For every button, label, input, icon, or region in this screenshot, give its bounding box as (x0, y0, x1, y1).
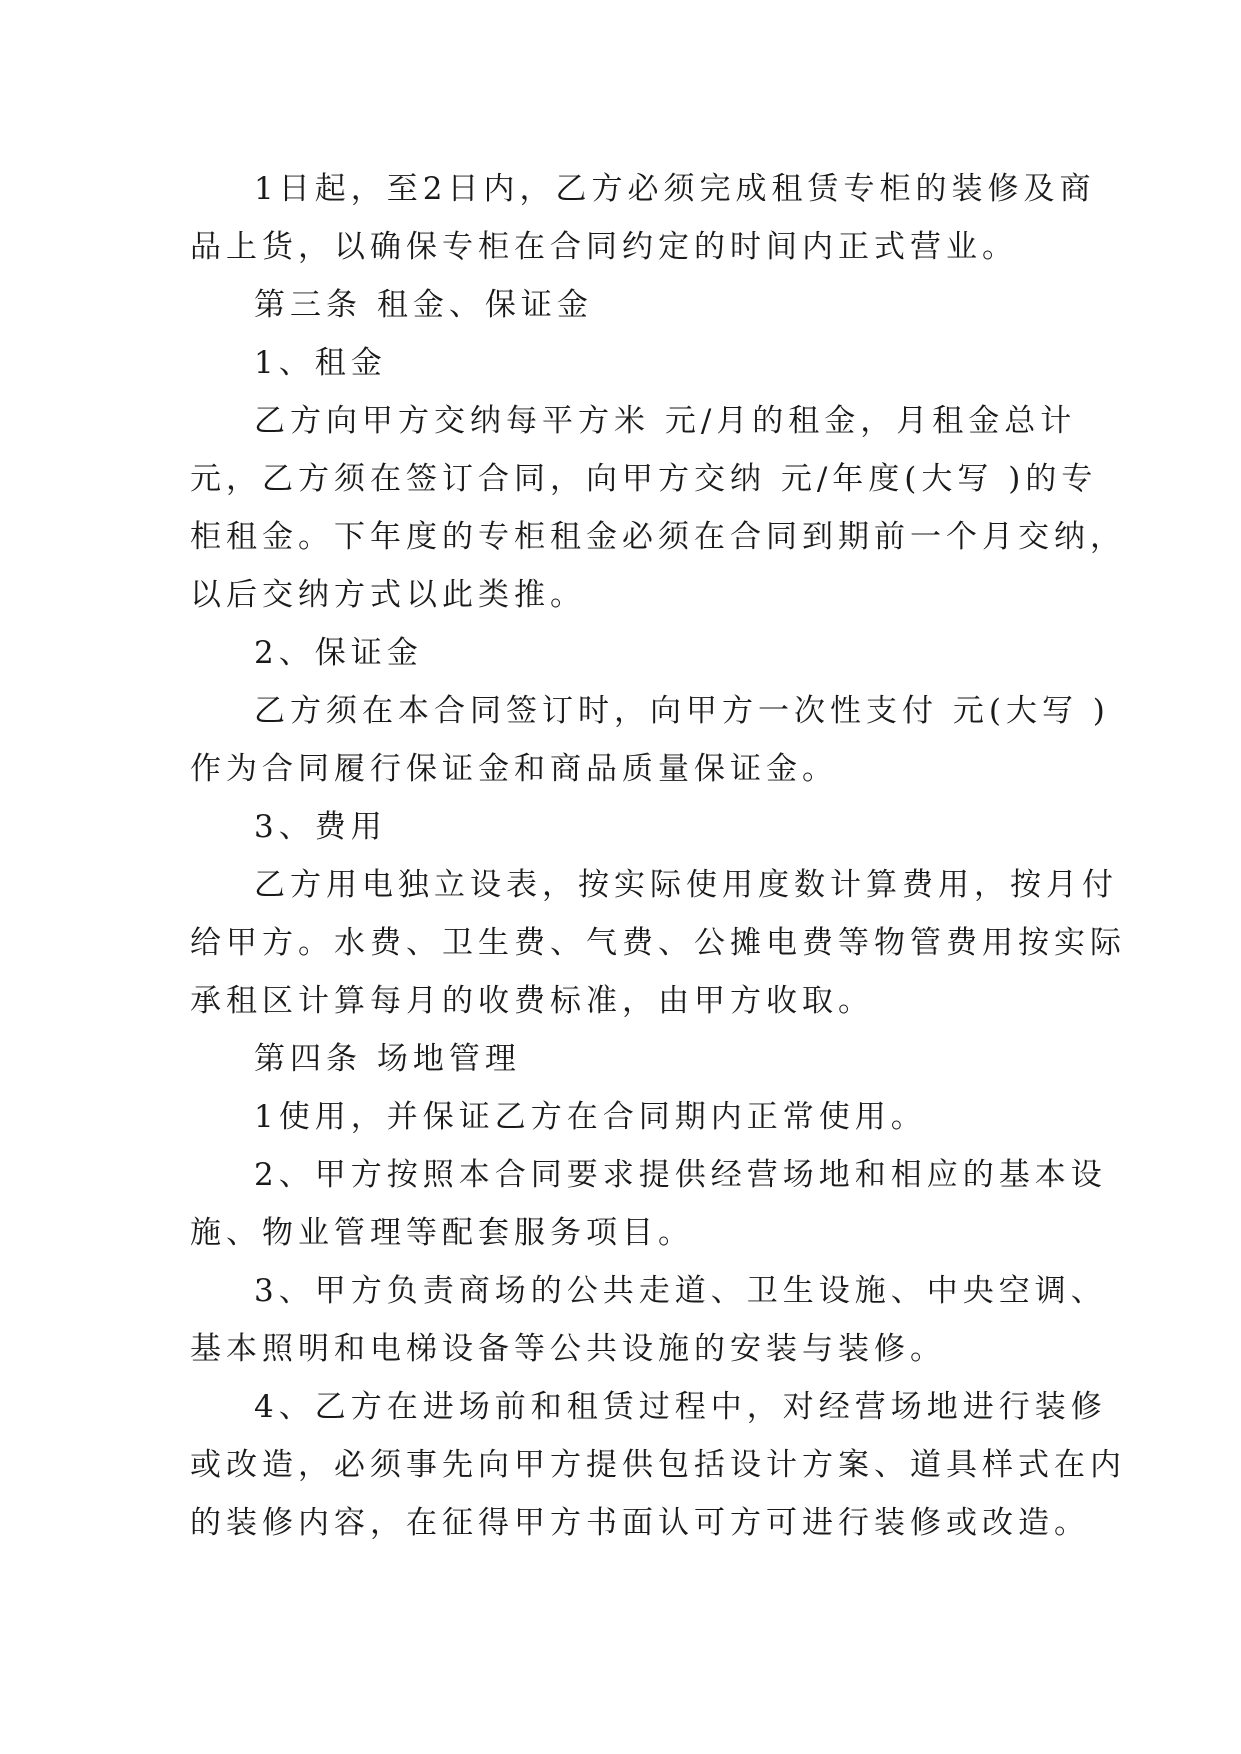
paragraph-line: 的装修内容，在征得甲方书面认可方可进行装修或改造。 (190, 1505, 1090, 1541)
paragraph-line: 乙方须在本合同签订时，向甲方一次性支付 元(大写 ) (254, 693, 1110, 729)
contract-text (190, 160, 1126, 1552)
paragraph-line: 1日起，至2日内，乙方必须完成租赁专柜的装修及商 (254, 171, 1096, 207)
section-heading: 2、保证金 (254, 635, 423, 671)
paragraph-line: 2、甲方按照本合同要求提供经营场地和相应的基本设 (254, 1157, 1107, 1193)
paragraph-line: 元，乙方须在签订合同，向甲方交纳 元/年度(大写 )的专 (190, 461, 1098, 497)
article-heading: 第四条 场地管理 (254, 1041, 521, 1077)
article-heading: 第三条 租金、保证金 (254, 287, 593, 323)
paragraph-line: 乙方向甲方交纳每平方米 元/月的租金，月租金总计 (254, 403, 1077, 439)
paragraph-line: 或改造，必须事先向甲方提供包括设计方案、道具样式在内 (190, 1447, 1126, 1483)
paragraph-line: 4、乙方在进场前和租赁过程中，对经营场地进行装修 (254, 1389, 1107, 1425)
paragraph-line: 柜租金。下年度的专柜租金必须在合同到期前一个月交纳， (190, 519, 1126, 555)
paragraph-line: 品上货，以确保专柜在合同约定的时间内正式营业。 (190, 229, 1018, 265)
paragraph-line: 给甲方。水费、卫生费、气费、公摊电费等物管费用按实际 (190, 925, 1126, 961)
paragraph-line: 作为合同履行保证金和商品质量保证金。 (190, 751, 838, 787)
paragraph-line: 乙方用电独立设表，按实际使用度数计算费用，按月付 (254, 867, 1118, 903)
paragraph-line: 1使用，并保证乙方在合同期内正常使用。 (254, 1099, 927, 1135)
paragraph-line: 施、物业管理等配套服务项目。 (190, 1215, 694, 1251)
paragraph-line: 承租区计算每月的收费标准，由甲方收取。 (190, 983, 874, 1019)
paragraph-line: 基本照明和电梯设备等公共设施的安装与装修。 (190, 1331, 946, 1367)
section-heading: 3、费用 (254, 809, 387, 845)
paragraph-line: 3、甲方负责商场的公共走道、卫生设施、中央空调、 (254, 1273, 1107, 1309)
section-heading: 1、租金 (254, 345, 387, 381)
paragraph-line: 以后交纳方式以此类推。 (190, 577, 586, 613)
